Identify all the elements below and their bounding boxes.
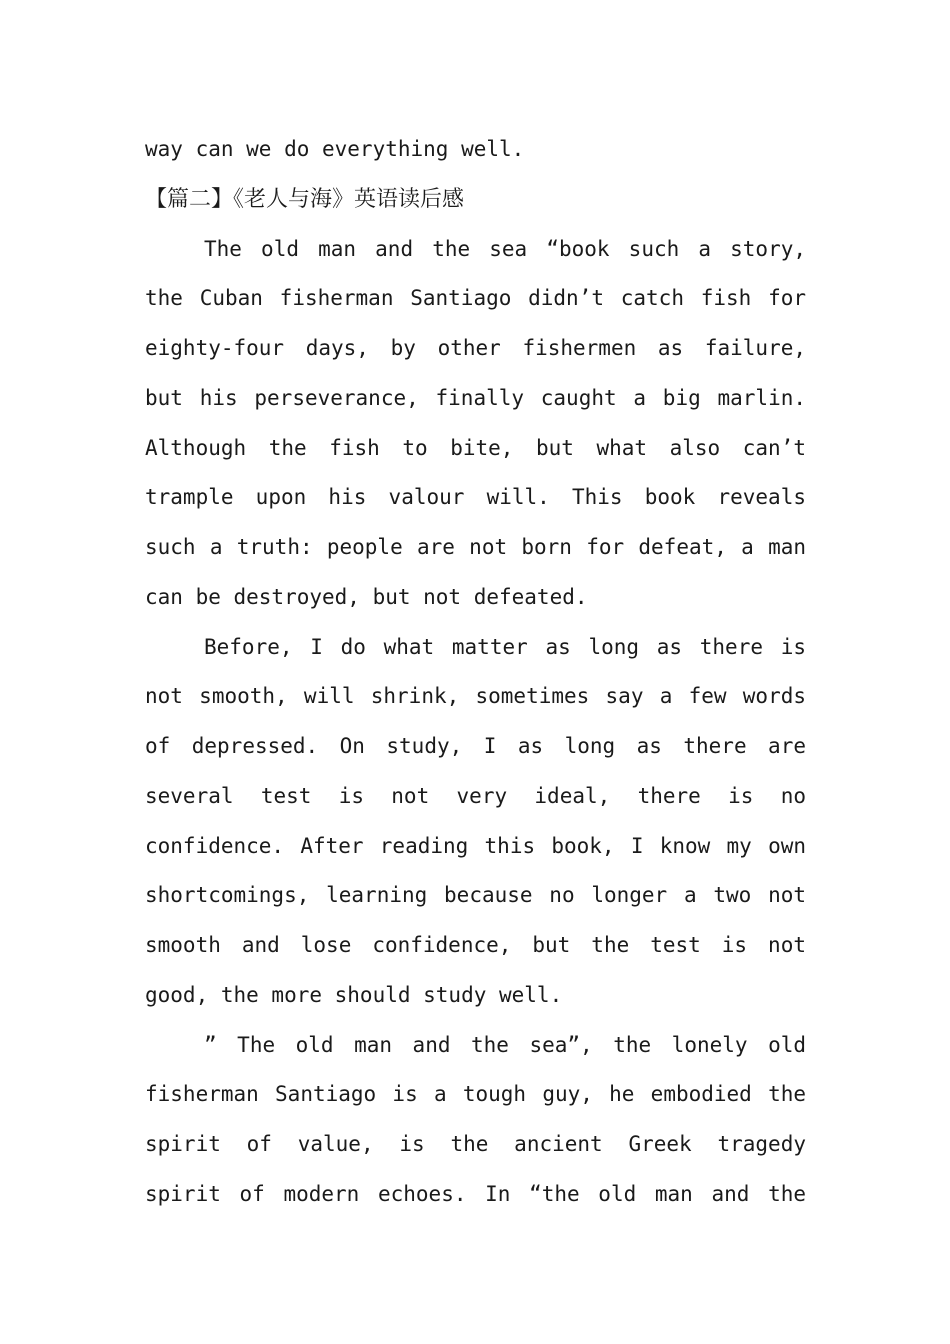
document-body <box>145 125 806 1220</box>
paragraph-2-line-1: Before, I do what matter as long as there is <box>204 634 806 659</box>
paragraph-2-line-5: confidence. After reading this book, I know my own <box>145 833 806 858</box>
paragraph-3-line-4: spirit of modern echoes. In “the old man and the <box>145 1181 806 1206</box>
paragraph-2-line-6: shortcomings, learning because no longer a two not <box>145 883 806 908</box>
paragraph-3-line-2: fisherman Santiago is a tough guy, he embodied the <box>145 1082 806 1107</box>
paragraph-1-line-7: such a truth: people are not born for defeat, a man <box>145 535 806 559</box>
paragraph-1-line-2: the Cuban fisherman Santiago didn’t catch fish for <box>145 286 806 311</box>
paragraph-2-line-2: not smooth, will shrink, sometimes say a few words <box>145 684 806 709</box>
paragraph-1-line-3: eighty-four days, by other fishermen as failure, <box>145 336 806 360</box>
paragraph-1-line-6: trample upon his valour will. This book reveals <box>145 485 806 510</box>
paragraph-1-line-5: Although the fish to bite, but what also can’t <box>145 435 806 460</box>
paragraph-1-line-4: but his perseverance, finally caught a big marlin. <box>145 385 806 410</box>
paragraph-2-line-7: smooth and lose confidence, but the test is not <box>145 933 806 957</box>
paragraph-3-line-1: ” The old man and the sea”, the lonely old <box>204 1032 806 1057</box>
text-line-prev-paragraph-end: way can we do everything well. <box>145 137 525 161</box>
paragraph-2-line-8: good, the more should study well. <box>145 982 563 1007</box>
section-heading: 【篇二】《老人与海》英语读后感 <box>145 186 465 212</box>
paragraph-3-line-3: spirit of value, is the ancient Greek tragedy <box>145 1132 806 1156</box>
paragraph-1-line-1: The old man and the sea “book such a story, <box>204 236 806 261</box>
paragraph-2-line-3: of depressed. On study, I as long as there are <box>145 734 806 758</box>
paragraph-1-line-8: can be destroyed, but not defeated. <box>145 584 588 609</box>
paragraph-2-line-4: several test is not very ideal, there is no <box>145 783 806 808</box>
